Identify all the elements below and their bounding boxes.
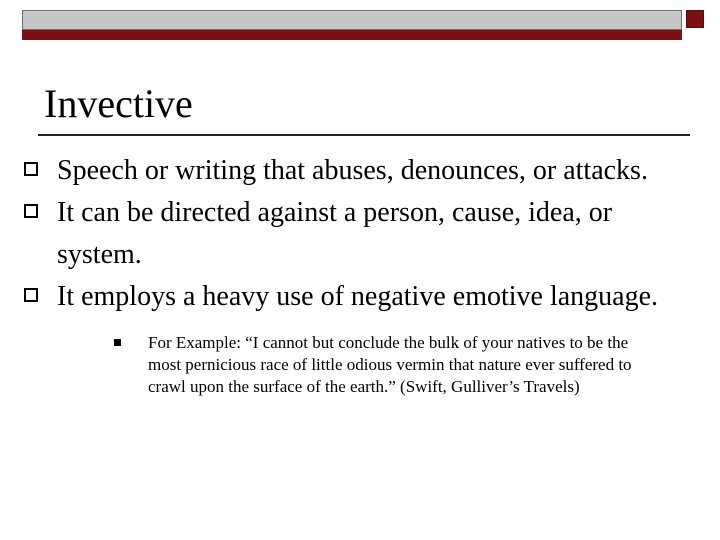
hollow-square-bullet-icon [24, 162, 38, 176]
title-underline-rule [38, 134, 690, 136]
bullet-item [0, 192, 720, 276]
top-banner-red-bar [22, 30, 682, 40]
filled-square-bullet-icon [114, 339, 121, 346]
bullet-text: It employs a heavy use of negative emotive language. [57, 281, 659, 312]
sub-bullet-text: For Example: “I cannot but conclude the bulk of your natives to be the most pernicious race of little odious vermin that nature ever suffered to crawl upon the surface of the earth.” (Swift, Gulliver’s Travels) [148, 333, 632, 396]
sub-bullet-list [57, 332, 696, 398]
bullet-text: It can be directed against a person, cause, idea, or system. [57, 197, 613, 270]
bullet-list [0, 150, 720, 398]
bullet-text: Speech or writing that abuses, denounces, or attacks. [57, 155, 648, 186]
bullet-item [0, 276, 720, 398]
top-banner-gray-bar [22, 10, 682, 30]
hollow-square-bullet-icon [24, 288, 38, 302]
top-banner-corner-square [686, 10, 704, 28]
hollow-square-bullet-icon [24, 204, 38, 218]
slide-title: Invective [44, 81, 193, 126]
bullet-item [0, 150, 720, 192]
sub-bullet-item [57, 332, 696, 398]
